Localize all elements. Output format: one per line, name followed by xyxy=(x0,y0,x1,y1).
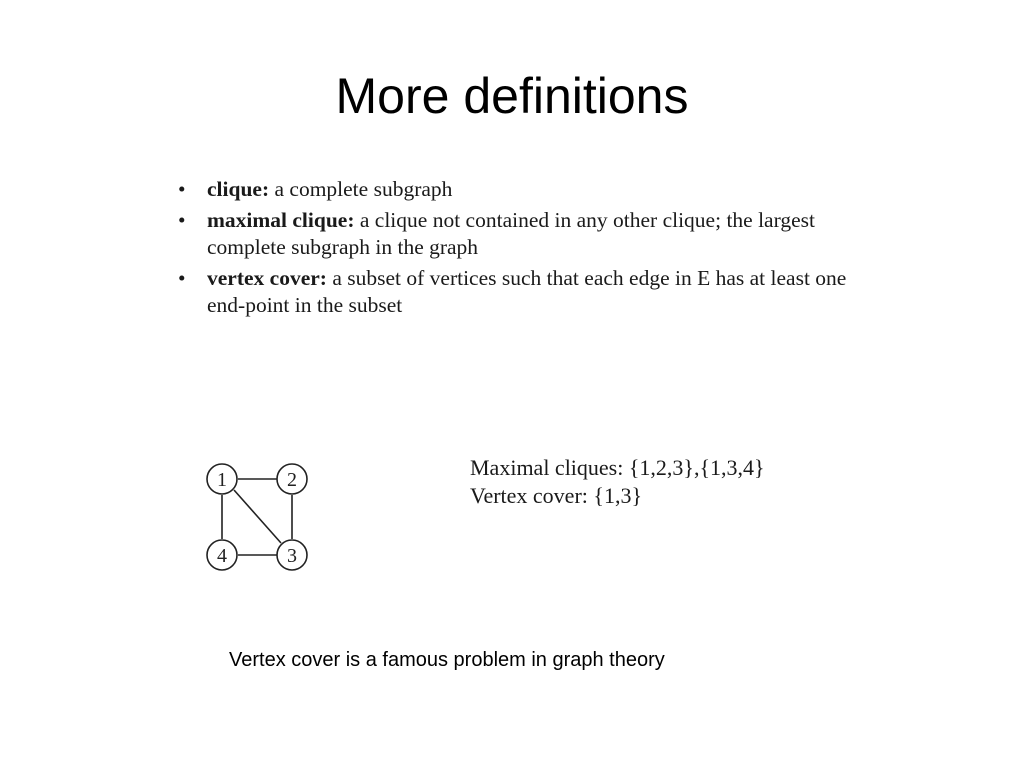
graph-node-2 xyxy=(277,464,307,494)
definition-term: vertex cover: xyxy=(207,266,327,290)
graph-node-label: 2 xyxy=(287,469,297,491)
graph-node-label: 4 xyxy=(217,545,227,567)
graph-notes xyxy=(470,454,765,510)
definition-item-vertex-cover xyxy=(178,265,868,319)
graph-node-4 xyxy=(207,540,237,570)
graph-figure xyxy=(200,455,320,580)
definition-text: a subset of vertices such that each edge in E has at least one end-point in the subset xyxy=(207,266,847,317)
definition-list xyxy=(178,176,868,323)
graph-diagram xyxy=(200,455,320,580)
vertex-cover-note: Vertex cover: {1,3} xyxy=(470,483,643,508)
bullet: • xyxy=(178,208,186,232)
definition-text: a complete subgraph xyxy=(269,177,453,201)
definition-term: maximal clique: xyxy=(207,208,355,232)
maximal-cliques-note: Maximal cliques: {1,2,3},{1,3,4} xyxy=(470,455,765,480)
bullet: • xyxy=(178,177,186,201)
definition-item-maximal-clique xyxy=(178,207,868,261)
definition-text: a clique not contained in any other clique; the largest complete subgraph in the graph xyxy=(207,208,816,259)
graph-node-label: 1 xyxy=(217,469,227,491)
bullet: • xyxy=(178,266,186,290)
graph-node-label: 3 xyxy=(287,545,297,567)
footer-caption: Vertex cover is a famous problem in graph theory xyxy=(229,649,665,671)
graph-edge-1-3 xyxy=(234,490,281,543)
definition-item-clique xyxy=(178,176,868,203)
slide-title: More definitions xyxy=(335,68,689,124)
graph-node-1 xyxy=(207,464,237,494)
graph-node-3 xyxy=(277,540,307,570)
definition-term: clique: xyxy=(207,177,270,201)
